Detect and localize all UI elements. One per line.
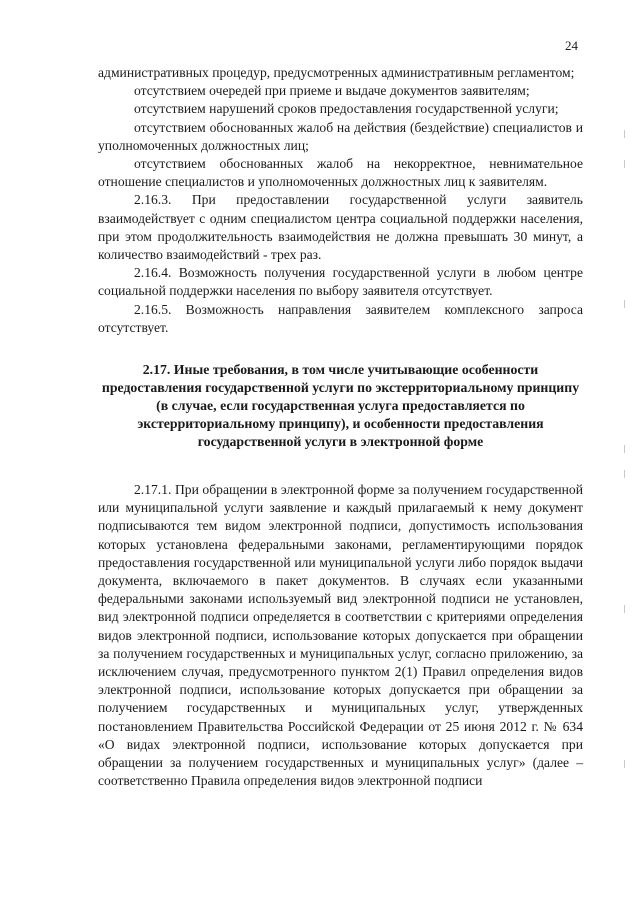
section-heading: 2.17. Иные требования, в том числе учитывающие особенности предоставления государственной услуги по экстерриториальному принципу (в случае, если государственная услуга предоставляется по экстерриториальному принципу), и особенности предоставления государственной услуги в электронной форме (101, 362, 580, 450)
paragraph: отсутствием обоснованных жалоб на действия (бездействие) специалистов и уполномоченных должностных лиц; (98, 119, 583, 153)
paragraph: отсутствием обоснованных жалоб на некорректное, невнимательное отношение специалистов и уполномоченных должностных лиц к заявителям. (98, 156, 583, 190)
scan-margin-marks (624, 0, 630, 905)
paragraph: отсутствием очередей при приеме и выдаче документов заявителям; (134, 83, 530, 99)
paragraph: 2.17.1. При обращении в электронной форме за получением государственной или муниципальной услуги заявление и каждый прилагаемый к нему документ подписываются тем видом электронной подписи, допустимость использования которых установлена федеральными законами, регламентирующими порядок предоставления государственной или муниципальной услуги либо порядок выдачи документа, включаемого в пакет документов. В случаях если указанными федеральными законами используемый вид электронной подписи не установлен, вид электронной подписи определяется в соответствии с критериями определения видов электронной подписи, использование которых допускается при обращении за получением государственных и муниципальных услуг, согласно приложению, за исключением случая, предусмотренного пунктом 2(1) Правил определения видов электронной подписи, использование которых допускается при обращении за получением государственных и муниципальных услуг, утвержденных постановлением Правительства Российской Федерации от 25 июня 2012 г. № 634 «О видах электронной подписи, использование которых допускается при обращении за получением государственных и муниципальных услуг» (далее – соответственно Правила определения видов электронной подписи (98, 482, 583, 789)
paragraph: 2.16.3. При предоставлении государственной услуги заявитель взаимодействует с одним специалистом центра социальной поддержки населения, при этом продолжительность взаимодействия не должна превышать 30 минут, а количество взаимодействий - трех раз. (98, 192, 583, 263)
paragraph: 2.16.4. Возможность получения государственной услуги в любом центре социальной поддержки населения по выбору заявителя отсутствует. (98, 265, 583, 299)
paragraph: административных процедур, предусмотренных административным регламентом; (98, 65, 575, 80)
paragraph: отсутствием нарушений сроков предоставления государственной услуги; (134, 101, 559, 117)
page-number: 24 (565, 38, 578, 53)
document-body (98, 64, 583, 791)
paragraph: 2.16.5. Возможность направления заявителем комплексного запроса отсутствует. (98, 301, 583, 335)
